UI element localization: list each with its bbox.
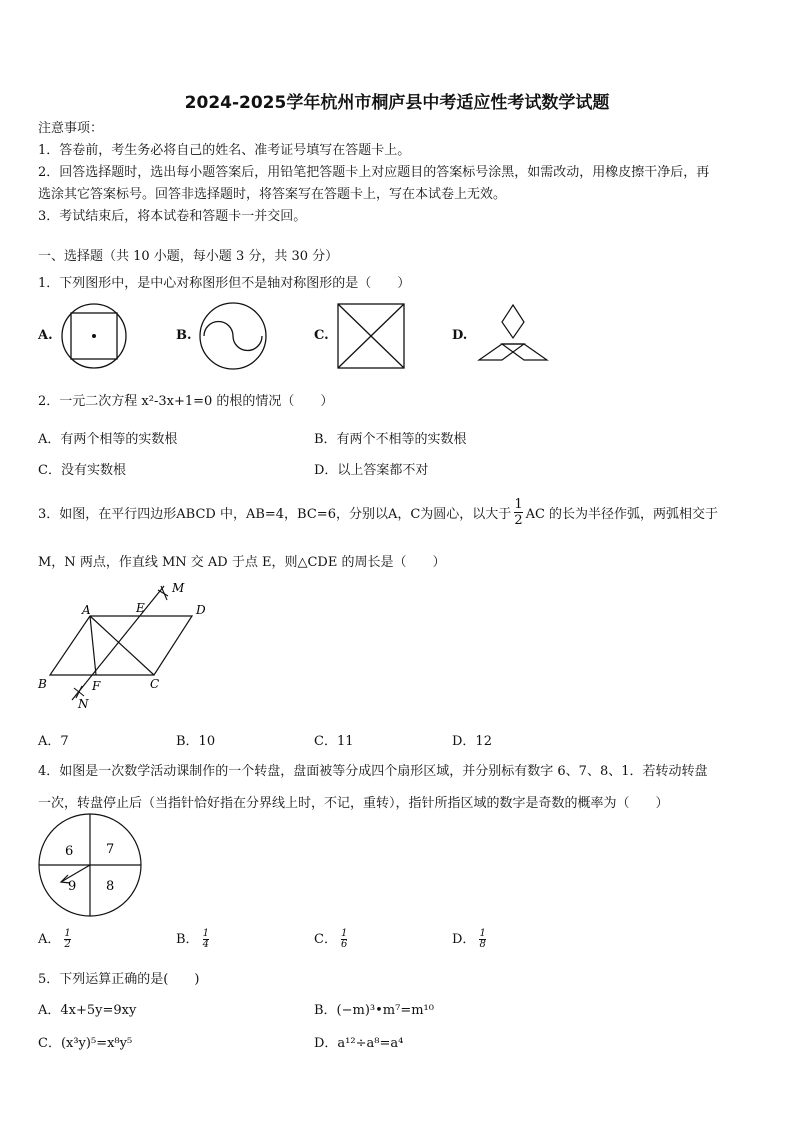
q1-figure-b xyxy=(198,302,268,370)
q4-option-c xyxy=(314,928,347,950)
q4-option-a-label: A． xyxy=(38,932,61,947)
q3-stem-a: 3．如图，在平行四边形ABCD 中，AB=4，BC=6，分别以A，C为圆心，以大于 xyxy=(38,506,512,522)
q2-option-d: D．以上答案都不对 xyxy=(314,463,429,478)
q3-point-e: E xyxy=(136,601,145,615)
q1-label-c: C. xyxy=(314,328,329,343)
q4-option-d-label: D． xyxy=(452,932,476,947)
q4-sector-7: 7 xyxy=(106,842,115,857)
q2-option-b: B．有两个不相等的实数根 xyxy=(314,432,467,447)
q1-stem: 1．下列图形中，是中心对称图形但不是轴对称图形的是（ ） xyxy=(38,276,411,291)
q3-fraction xyxy=(514,497,522,528)
q3-point-m: M xyxy=(172,581,185,595)
notes-item-2a: 2．回答选择题时，选出每小题答案后，用铅笔把答题卡上对应题目的答案标号涂黑，如需改动，用橡皮擦干净后，再 xyxy=(38,165,710,180)
q5-option-a: A．4x+5y=9xy xyxy=(38,1003,137,1018)
q4-option-d xyxy=(452,928,486,950)
q1-figure-a xyxy=(60,302,128,370)
q4-option-c-label: C． xyxy=(314,932,337,947)
q3-point-a: A xyxy=(82,603,91,617)
q3-option-a: A．7 xyxy=(38,734,69,749)
q4-sector-6: 6 xyxy=(65,844,74,859)
q3-option-b: B．10 xyxy=(176,734,216,749)
q3-point-d: D xyxy=(196,603,206,617)
q3-point-c: C xyxy=(150,677,160,691)
q5-option-b: B．(−m)³•m⁷=m¹⁰ xyxy=(314,1003,434,1018)
notes-item-2b: 选涂其它答案标号。回答非选择题时，将答案写在答题卡上，写在本试卷上无效。 xyxy=(38,187,507,202)
q4-spinner xyxy=(36,812,144,918)
q4-option-b-label: B． xyxy=(176,932,199,947)
q4-option-a xyxy=(38,928,71,950)
q3-option-c: C．11 xyxy=(314,734,354,749)
q3-stem-line1 xyxy=(38,494,718,530)
q1-label-d: D. xyxy=(452,328,468,343)
q2-option-c: C．没有实数根 xyxy=(38,463,126,478)
q4-option-a-num: 1 xyxy=(64,928,71,939)
q1-figure-c xyxy=(336,302,406,370)
q2-stem: 2．一元二次方程 x²-3x+1=0 的根的情况（ ） xyxy=(38,394,334,409)
q4-sector-9: 9 xyxy=(68,879,77,894)
notes-item-3: 3．考试结束后，将本试卷和答题卡一并交回。 xyxy=(38,209,307,224)
q4-stem-b: 一次，转盘停止后（当指针恰好指在分界线上时，不记，重转），指针所指区域的数字是奇数的概率为（ ） xyxy=(38,796,669,811)
notes xyxy=(38,118,709,228)
notes-item-1: 1．答卷前，考生务必将自己的姓名、准考证号填写在答题卡上。 xyxy=(38,143,411,158)
q1-figure-d xyxy=(476,302,550,366)
q5-option-d: D．a¹²÷a⁸=a⁴ xyxy=(314,1036,404,1051)
q5-option-c: C．(x³y)⁵=x⁸y⁵ xyxy=(38,1036,133,1051)
q3-figure xyxy=(34,578,214,712)
q3-frac-den: 2 xyxy=(514,512,523,528)
q4-option-c-num: 1 xyxy=(340,928,348,939)
q1-label-a: A. xyxy=(38,328,53,343)
q3-point-f: F xyxy=(92,679,101,693)
q4-option-d-den: 8 xyxy=(479,939,486,950)
q4-option-a-den: 2 xyxy=(64,939,71,950)
q4-option-b-den: 4 xyxy=(202,939,209,950)
q3-frac-num: 1 xyxy=(514,496,523,512)
q2-option-a: A．有两个相等的实数根 xyxy=(38,432,178,447)
page-title: 2024-2025学年杭州市桐庐县中考适应性考试数学试题 xyxy=(184,93,610,113)
q3-stem-c: M，N 两点，作直线 MN 交 AD 于点 E，则△CDE 的周长是（ ） xyxy=(38,555,446,570)
q3-stem-b: AC 的长为半径作弧，两弧相交于 xyxy=(525,506,719,522)
q4-option-b xyxy=(176,928,209,950)
q4-option-d-num: 1 xyxy=(479,928,486,939)
q4-option-b-num: 1 xyxy=(202,928,209,939)
q3-point-n: N xyxy=(78,697,89,711)
q3-option-d: D．12 xyxy=(452,734,492,749)
q1-label-b: B. xyxy=(176,328,192,343)
q3-point-b: B xyxy=(38,677,47,691)
q4-sector-8: 8 xyxy=(106,879,115,894)
notes-heading: 注意事项： xyxy=(38,121,104,136)
q4-stem-a: 4．如图是一次数学活动课制作的一个转盘，盘面被等分成四个扇形区域，并分别标有数字 6、7、8、1．若转动转盘 xyxy=(38,764,708,779)
section-heading: 一、选择题（共 10 小题，每小题 3 分，共 30 分） xyxy=(38,249,339,264)
q5-stem: 5．下列运算正确的是( ) xyxy=(38,972,200,987)
q4-option-c-den: 6 xyxy=(340,939,348,950)
